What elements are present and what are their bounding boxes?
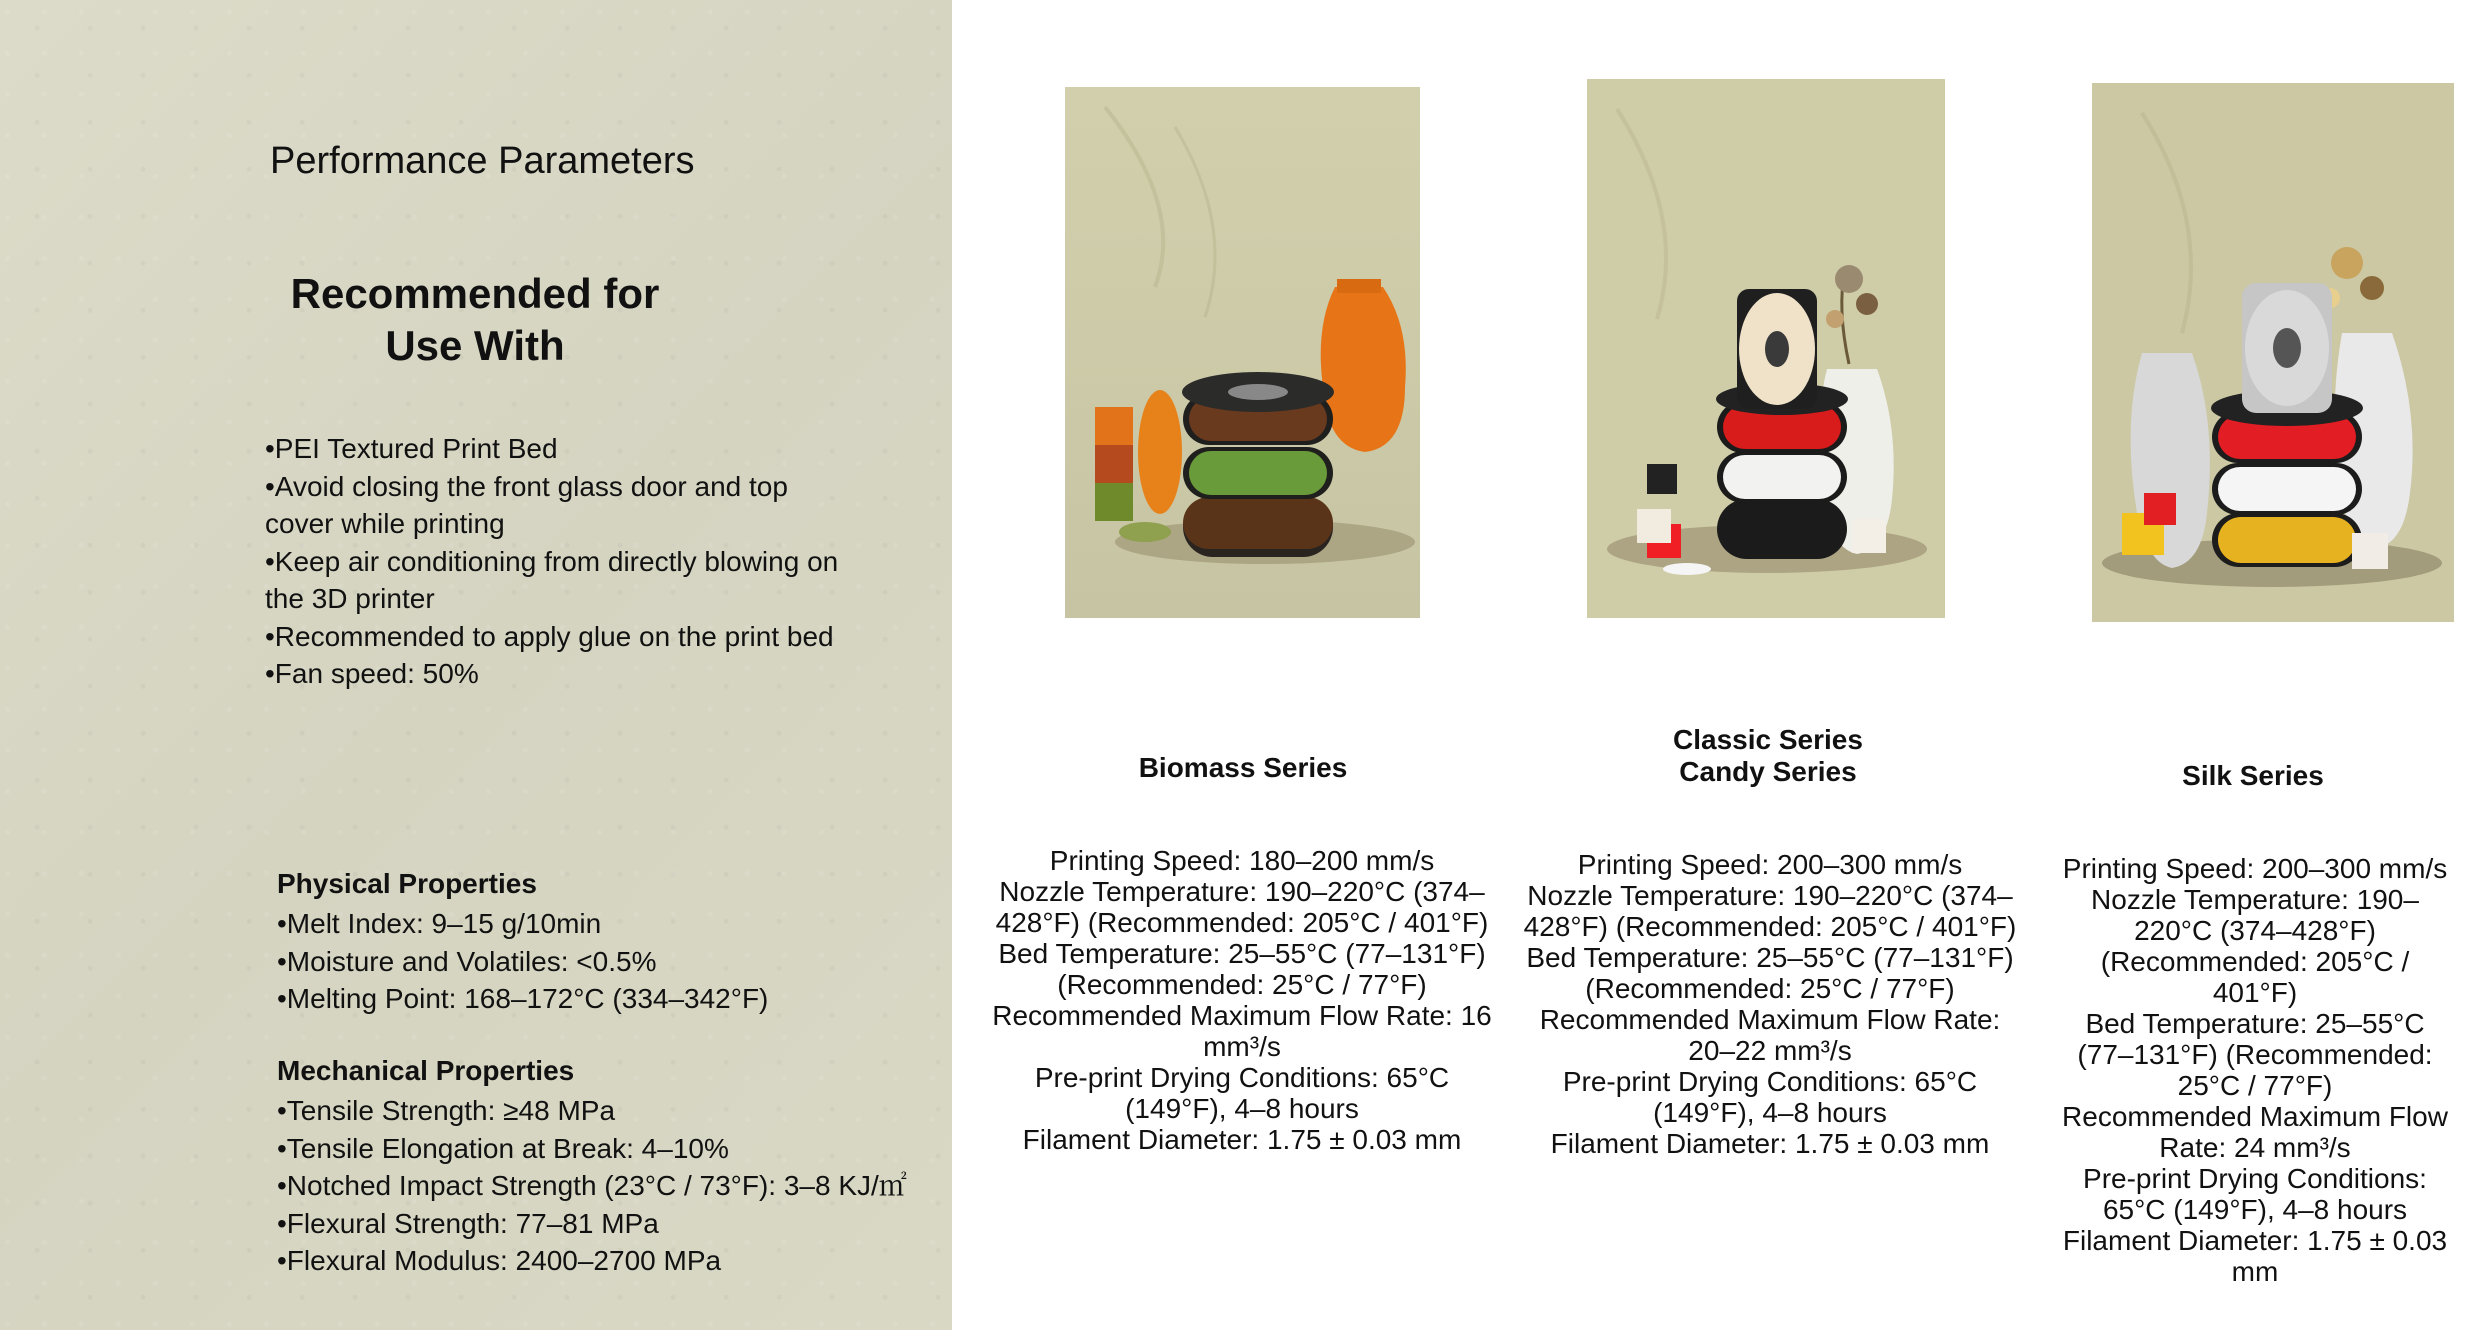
performance-parameters-title: Performance Parameters (270, 140, 695, 182)
list-item: •Flexural Modulus: 2400–2700 MPa (277, 1245, 722, 1276)
biomass-specs (992, 845, 1492, 1155)
recommended-list (265, 430, 845, 693)
list-item: •Tensile Strength: ≥48 MPa (277, 1095, 616, 1126)
silk-product-photo (2092, 83, 2454, 622)
spec-line: Nozzle Temperature: 190–220°C (374–428°F) (Recommended: 205°C / 401°F) (2091, 884, 2419, 1008)
recommended-heading-line2: Use With (385, 322, 565, 369)
biomass-series-title: Biomass Series (1138, 752, 1348, 783)
spec-line: Filament Diameter: 1.75 ± 0.03 mm (1022, 1124, 1462, 1155)
list-item: •Avoid closing the front glass door and top cover while printing (265, 470, 788, 539)
classic-candy-product-photo (1587, 79, 1945, 618)
spec-line: Printing Speed: 200–300 mm/s (1577, 849, 1963, 880)
spec-line: Printing Speed: 180–200 mm/s (1049, 845, 1435, 876)
silk-series-title: Silk Series (2182, 760, 2324, 791)
spec-line: Recommended Maximum Flow Rate: 16 mm³/s (992, 1000, 1492, 1062)
list-item: •Melt Index: 9–15 g/10min (277, 908, 602, 939)
spec-line: Filament Diameter: 1.75 ± 0.03 mm (1550, 1128, 1990, 1159)
list-item: •Flexural Strength: 77–81 MPa (277, 1207, 659, 1239)
mechanical-properties-list (277, 1092, 957, 1280)
list-item: •Melting Point: 168–172°C (334–342°F) (277, 983, 769, 1014)
list-item: •Moisture and Volatiles: <0.5% (277, 945, 657, 977)
left-panel (0, 0, 952, 1330)
classic-candy-series-title (1568, 724, 1968, 788)
spec-line: Pre-print Drying Conditions: 65°C (149°F), 4–8 hours (2083, 1163, 2427, 1225)
physical-properties-list (277, 905, 957, 1018)
spec-line: Nozzle Temperature: 190–220°C (374–428°F) (Recommended: 205°C / 401°F) (995, 876, 1489, 938)
spec-line: Pre-print Drying Conditions: 65°C (149°F), 4–8 hours (1034, 1062, 1450, 1124)
candy-series-title: Candy Series (1679, 756, 1857, 787)
spec-line: Bed Temperature: 25–55°C (77–131°F) (Recommended: 25°C / 77°F) (2077, 1008, 2433, 1101)
list-item: •Tensile Elongation at Break: 4–10% (277, 1132, 729, 1164)
list-item: •PEI Textured Print Bed (265, 433, 558, 464)
recommended-heading (270, 268, 680, 372)
spec-line: Filament Diameter: 1.75 ± 0.03 mm (2062, 1225, 2448, 1287)
spec-line: Pre-print Drying Conditions: 65°C (149°F), 4–8 hours (1562, 1066, 1978, 1128)
spec-line: Nozzle Temperature: 190–220°C (374–428°F) (Recommended: 205°C / 401°F) (1523, 880, 2017, 942)
list-item: •Notched Impact Strength (23°C / 73°F): 3–8 KJ/㎡ (277, 1170, 907, 1201)
spec-line: Bed Temperature: 25–55°C (77–131°F) (Recommended: 25°C / 77°F) (1526, 942, 2014, 1004)
classic-candy-specs (1520, 849, 2020, 1159)
classic-series-title: Classic Series (1673, 724, 1863, 755)
mechanical-properties-title: Mechanical Properties (277, 1055, 575, 1086)
spec-line: Bed Temperature: 25–55°C (77–131°F) (Recommended: 25°C / 77°F) (998, 938, 1486, 1000)
biomass-product-photo (1065, 87, 1420, 618)
list-item: •Fan speed: 50% (265, 658, 479, 689)
silk-specs (2055, 853, 2455, 1287)
recommended-heading-line1: Recommended for (290, 270, 660, 317)
spec-line: Recommended Maximum Flow Rate: 24 mm³/s (2062, 1101, 2448, 1163)
physical-properties-title: Physical Properties (277, 868, 537, 899)
spec-line: Recommended Maximum Flow Rate: 20–22 mm³/s (1539, 1004, 2001, 1066)
list-item: •Keep air conditioning from directly blowing on the 3D printer (265, 545, 839, 614)
list-item: •Recommended to apply glue on the print bed (265, 620, 834, 652)
spec-line: Printing Speed: 200–300 mm/s (2062, 853, 2448, 884)
